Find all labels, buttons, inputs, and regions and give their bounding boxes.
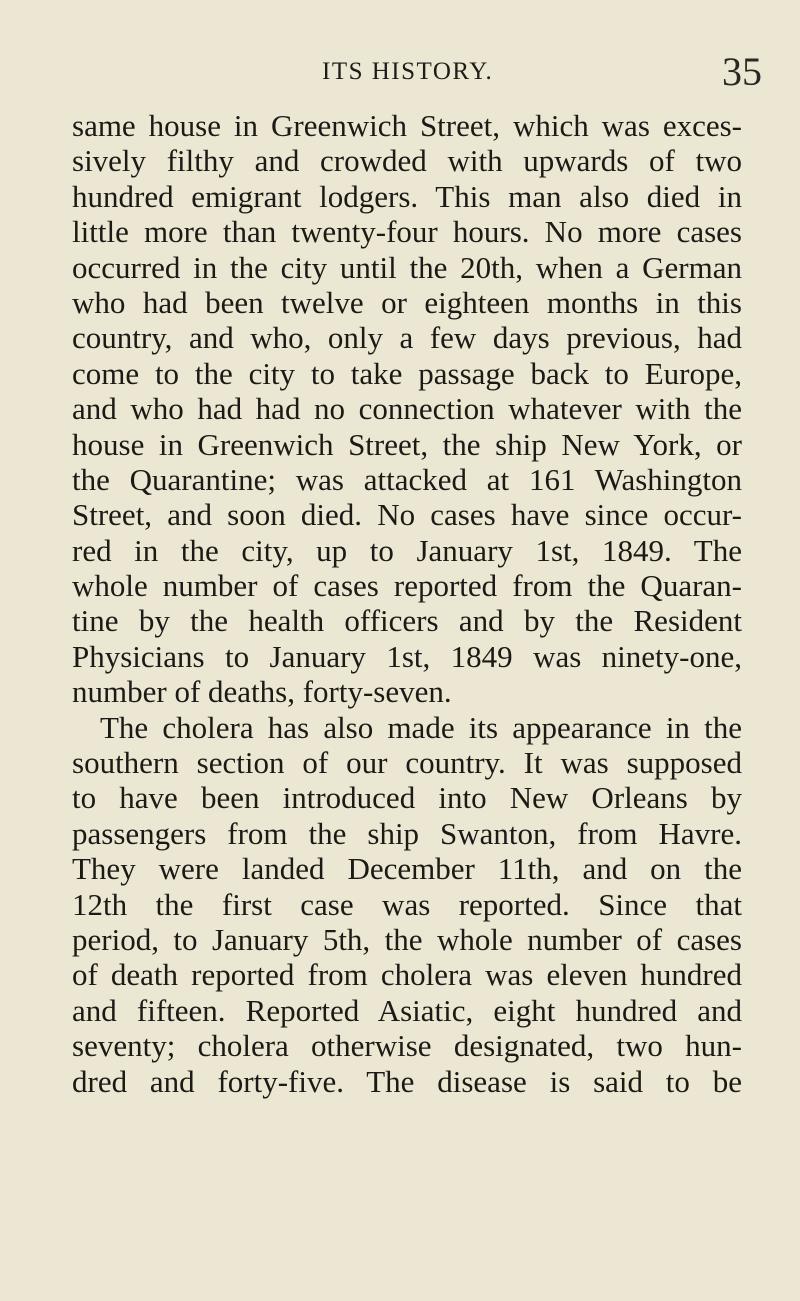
page-header [70,48,770,94]
text-line: whole number of cases reported from the Quaran- [72,568,742,604]
text-line: to have been introduced into New Orleans by [72,780,742,816]
text-line: southern section of our country. It was supposed [72,745,742,781]
text-line: house in Greenwich Street, the ship New York, or [72,426,742,462]
text-line: They were landed December 11th, and on the [72,851,742,887]
text-line: sively filthy and crowded with upwards of two [72,143,742,179]
text-line: country, and who, only a few days previous, had [72,320,742,356]
text-line: period, to January 5th, the whole number of cases [72,921,742,957]
text-line: and who had had no connection whatever with the [72,391,742,427]
text-line: dred and forty-five. The disease is said to be [72,1063,742,1099]
running-head: ITS HISTORY. [322,58,494,85]
text-line: Physicians to January 1st, 1849 was ninety-one, [72,638,742,674]
text-line: who had been twelve or eighteen months in this [72,284,742,320]
text-line: same house in Greenwich Street, which was exces- [72,108,742,143]
text-line: occurred in the city until the 20th, when a German [72,249,742,285]
text-line: come to the city to take passage back to Europe, [72,355,742,391]
text-line: The cholera has also made its appearance in the [100,709,742,745]
text-line: tine by the health officers and by the Resident [72,603,742,639]
text-line: red in the city, up to January 1st, 1849. The [72,532,742,568]
text-line: of death reported from cholera was eleven hundred [72,957,742,993]
page-number: 35 [722,49,762,94]
text-line: seventy; cholera otherwise designated, two hun- [72,1028,742,1064]
text-line: Street, and soon died. No cases have since occur- [72,497,742,533]
text-line: 12th the first case was reported. Since that [72,886,742,922]
text-line: number of deaths, forty-seven. [72,674,452,710]
text-line: little more than twenty-four hours. No more cases [72,214,742,250]
body-text [72,108,742,1099]
text-line: the Quarantine; was attacked at 161 Washington [72,461,742,497]
text-line: and fifteen. Reported Asiatic, eight hundred and [72,992,742,1028]
text-line: passengers from the ship Swanton, from Havre. [72,815,742,851]
text-line: hundred emigrant lodgers. This man also died in [72,178,742,214]
